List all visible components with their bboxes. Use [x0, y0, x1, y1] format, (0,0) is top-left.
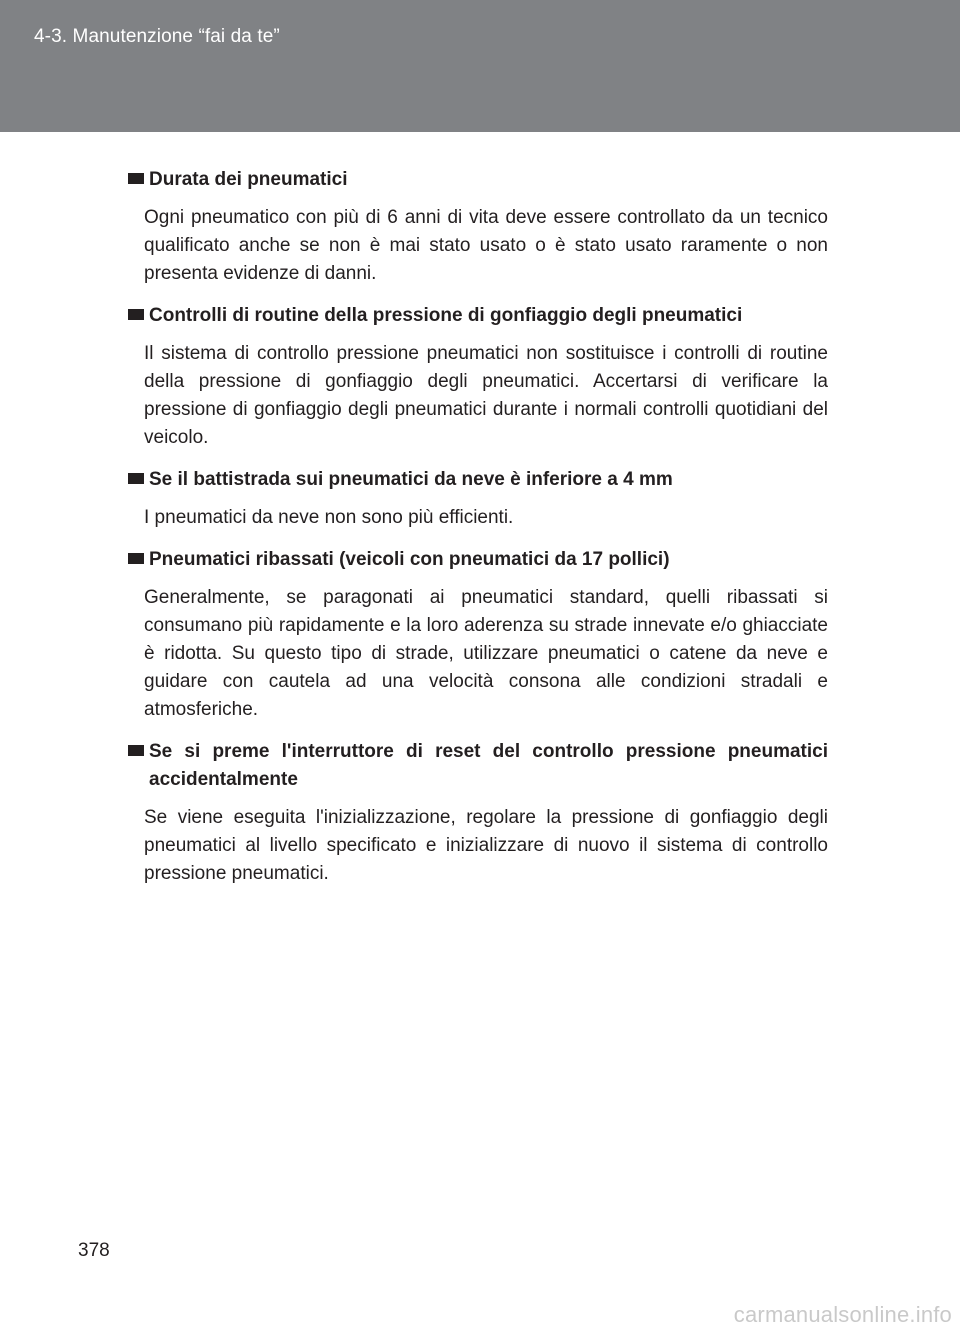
section-heading: [128, 738, 828, 794]
heading-text: Controlli di routine della pressione di gonfiaggio degli pneumatici: [149, 305, 743, 326]
page-content: [128, 166, 828, 902]
section-heading: [128, 546, 828, 574]
section-body: Generalmente, se paragonati ai pneumatici standard, quelli ribassati si consumano più rapidamente e la loro aderenza su strade innevate e/o ghiacciate è ridotta. Su questo tipo di strade, utilizzare pneumatici o catene da neve e guidare con cautela ad una velocità consona alle condizioni stradali e atmosferiche.: [144, 587, 828, 720]
section-tire-lifespan: [128, 166, 828, 288]
heading-text: Se si preme l'interruttore di reset del controllo pressione pneumatici accidentalmente: [149, 741, 828, 790]
header-band: [0, 0, 960, 132]
section-heading: [128, 166, 828, 194]
section-body: I pneumatici da neve non sono più efficienti.: [144, 507, 514, 528]
section-snow-tire-tread: [128, 466, 828, 532]
section-title: 4-3. Manutenzione “fai da te”: [34, 26, 280, 47]
section-reset-switch: [128, 738, 828, 888]
section-body: Il sistema di controllo pressione pneumatici non sostituisce i controlli di routine della pressione di gonfiaggio degli pneumatici. Accertarsi di verificare la pressione di gonfiaggio degli pneumatici durante i normali controlli quotidiani del veicolo.: [144, 343, 828, 448]
section-heading: [128, 466, 828, 494]
square-bullet-icon: [128, 309, 144, 320]
square-bullet-icon: [128, 173, 144, 184]
watermark: carmanualsonline.info: [733, 1302, 952, 1327]
heading-text: Pneumatici ribassati (veicoli con pneumatici da 17 pollici): [149, 549, 670, 570]
heading-text: Se il battistrada sui pneumatici da neve è inferiore a 4 mm: [149, 469, 673, 490]
section-low-profile-tires: [128, 546, 828, 724]
heading-text: Durata dei pneumatici: [149, 169, 348, 190]
square-bullet-icon: [128, 473, 144, 484]
section-routine-checks: [128, 302, 828, 452]
page-number: 378: [78, 1240, 110, 1261]
section-heading: [128, 302, 828, 330]
square-bullet-icon: [128, 745, 144, 756]
section-body: Se viene eseguita l'inizializzazione, regolare la pressione di gonfiaggio degli pneumatici al livello specificato e inizializzare di nuovo il sistema di controllo pressione pneumatici.: [144, 807, 828, 884]
section-body: Ogni pneumatico con più di 6 anni di vita deve essere controllato da un tecnico qualificato anche se non è mai stato usato o è stato usato raramente o non presenta evidenze di danni.: [144, 207, 828, 284]
square-bullet-icon: [128, 553, 144, 564]
